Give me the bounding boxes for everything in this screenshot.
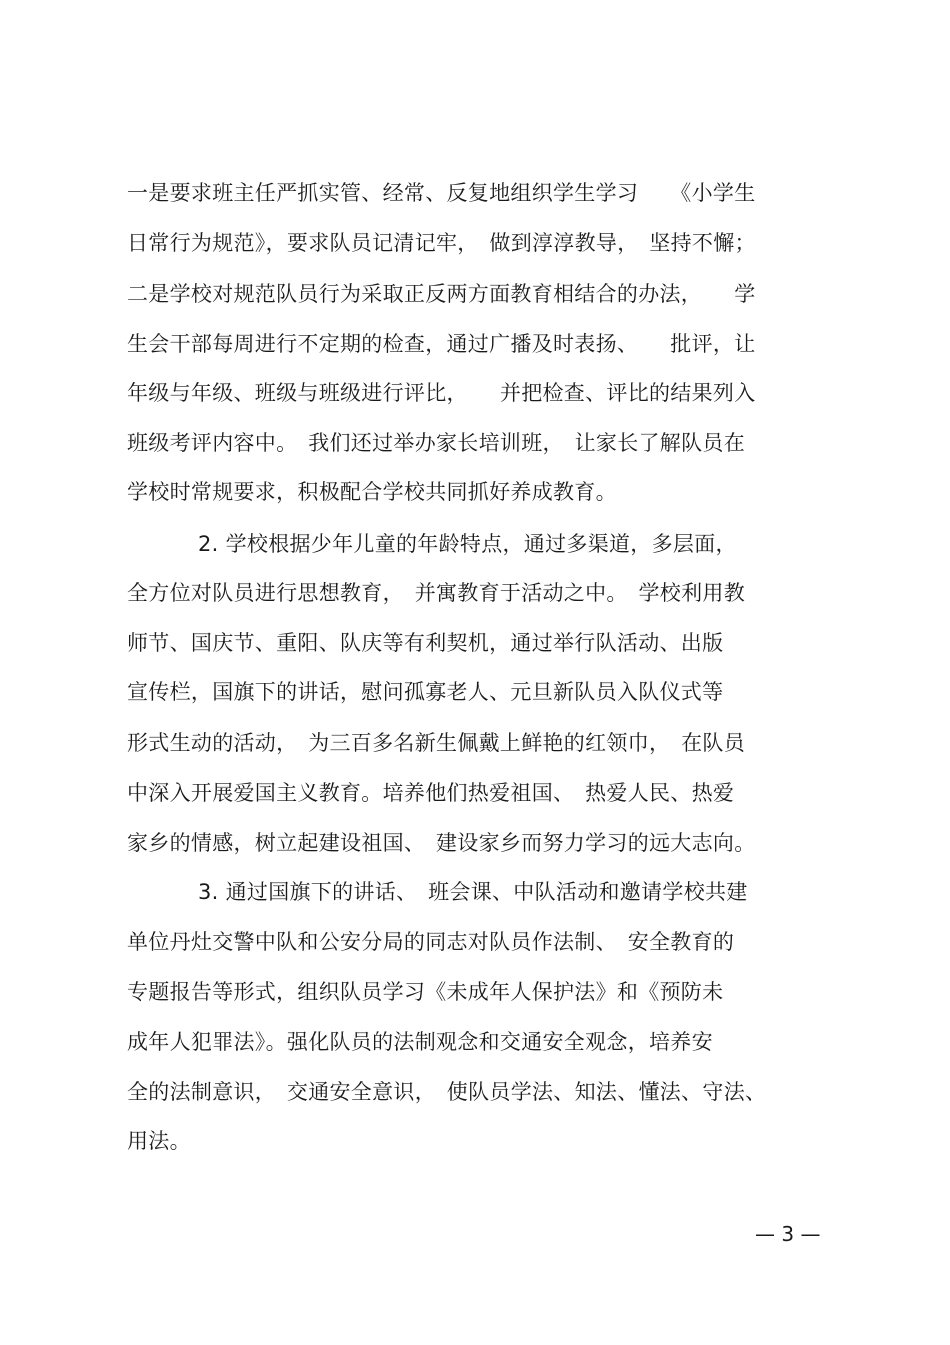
paragraph-line: 专题报告等形式，组织队员学习《未成年人保护法》和《预防未 — [127, 980, 724, 1004]
paragraph-line: 日常行为规范》，要求队员记清记牢， 做到淳淳教导， 坚持不懈； — [127, 231, 756, 255]
page-number: — 3 — — [755, 1222, 821, 1246]
paragraph-line: 2. 学校根据少年儿童的年龄特点，通过多渠道，多层面， — [198, 532, 737, 556]
paragraph-line: 生会干部每周进行不定期的检查，通过广播及时表扬、 批评，让 — [127, 332, 756, 356]
paragraph-line: 单位丹灶交警中队和公安分局的同志对队员作法制、 安全教育的 — [127, 930, 735, 954]
paragraph-line: 家乡的情感，树立起建设祖国、 建设家乡而努力学习的远大志向。 — [127, 831, 756, 855]
paragraph-line: 成年人犯罪法》。强化队员的法制观念和交通安全观念，培养安 — [127, 1030, 713, 1054]
paragraph-line: 用法。 — [127, 1129, 191, 1153]
paragraph-line: 学校时常规要求，积极配合学校共同抓好养成教育。 — [127, 480, 617, 504]
paragraph-line: 全方位对队员进行思想教育， 并寓教育于活动之中。 学校利用教 — [127, 581, 745, 605]
paragraph-line: 宣传栏，国旗下的讲话，慰问孤寡老人、元旦新队员入队仪式等 — [127, 680, 724, 704]
paragraph-line: 班级考评内容中。 我们还过举办家长培训班， 让家长了解队员在 — [127, 431, 745, 455]
paragraph-line: 中深入开展爱国主义教育。培养他们热爱祖国、 热爱人民、热爱 — [127, 781, 735, 805]
paragraph-line: 二是学校对规范队员行为采取正反两方面教育相结合的办法， 学 — [127, 282, 756, 306]
paragraph-line: 一是要求班主任严抓实管、经常、反复地组织学生学习 《小学生 — [127, 181, 756, 205]
paragraph-line: 师节、国庆节、重阳、队庆等有利契机，通过举行队活动、出版 — [127, 631, 724, 655]
paragraph-line: 形式生动的活动， 为三百多名新生佩戴上鲜艳的红领巾， 在队员 — [127, 731, 745, 755]
paragraph-line: 年级与年级、班级与班级进行评比， 并把检查、评比的结果列入 — [127, 381, 756, 405]
paragraph-line: 全的法制意识， 交通安全意识， 使队员学法、知法、懂法、守法、 — [127, 1080, 767, 1104]
paragraph-line: 3. 通过国旗下的讲话、 班会课、中队活动和邀请学校共建 — [198, 880, 748, 904]
